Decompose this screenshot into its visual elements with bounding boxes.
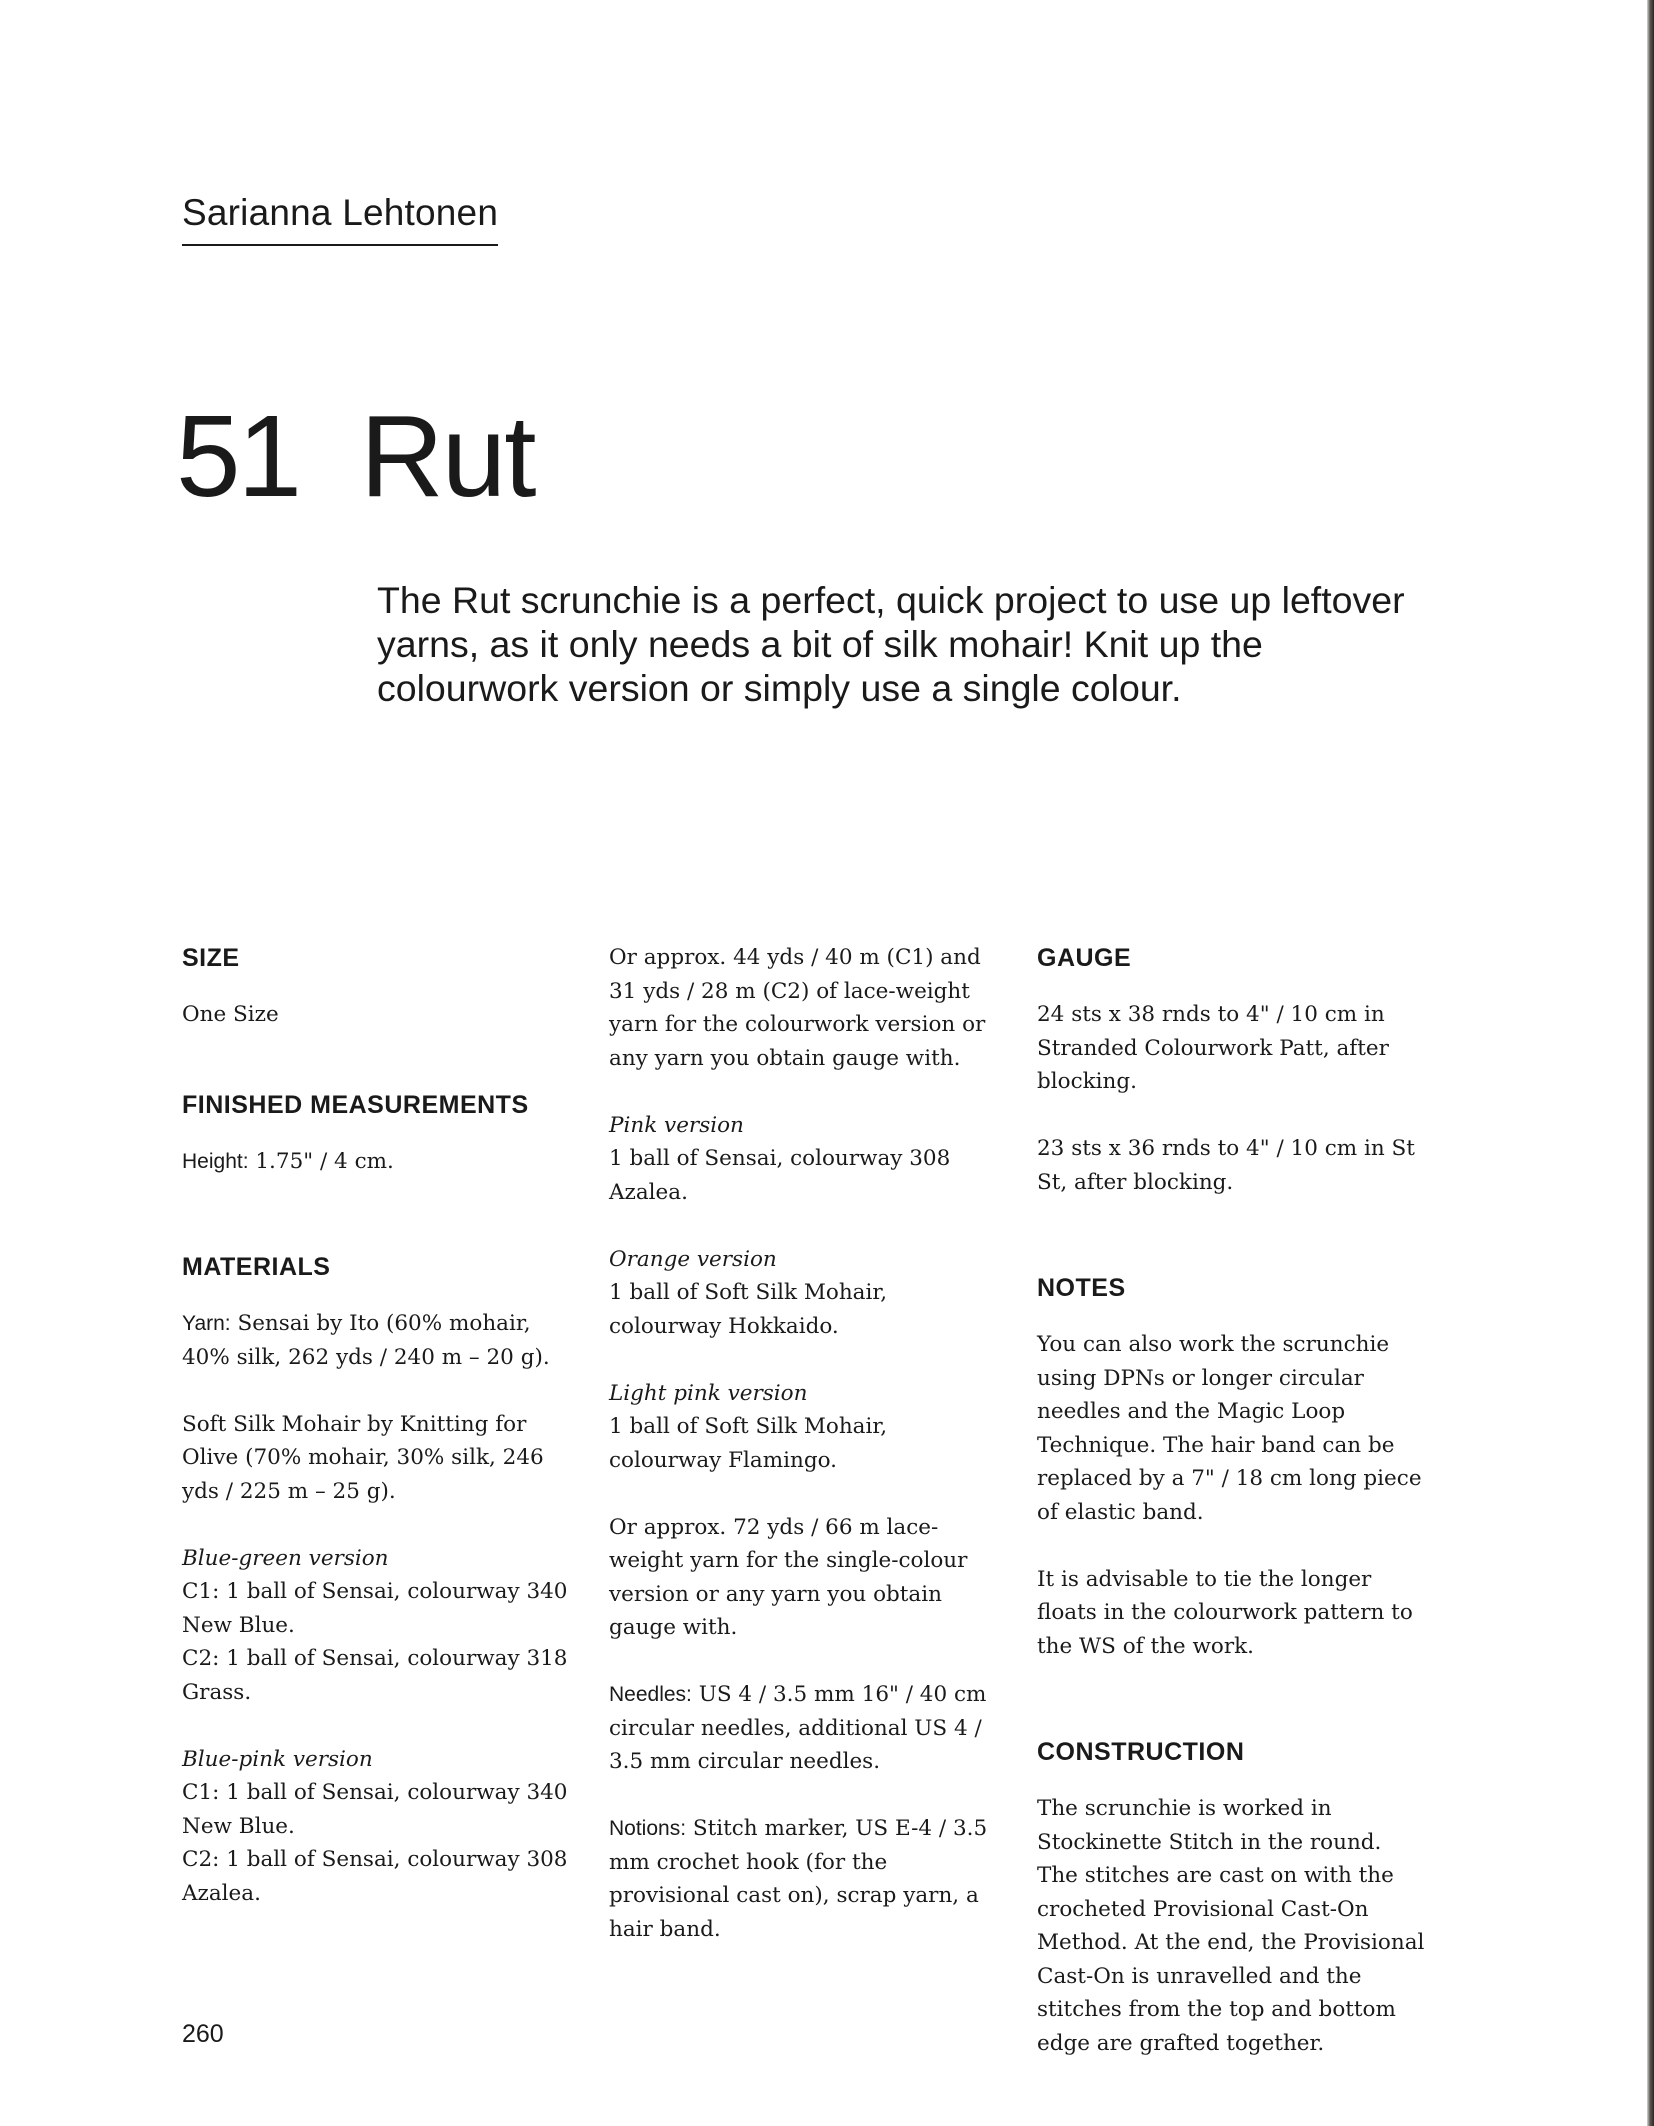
needles-text: US 4 / 3.5 mm 16" / 40 cm circular needles, additional US 4 / 3.5 mm circular needles. [609, 1682, 987, 1774]
finished-measurements-heading: FINISHED MEASUREMENTS [182, 1090, 529, 1119]
size-value: One Size [182, 1002, 279, 1027]
size-heading: SIZE [182, 944, 240, 972]
blue-pink-version-title: Blue-pink version [182, 1746, 373, 1772]
construction-text: The scrunchie is worked in Stockinette Stitch in the round. The stitches are cast on with the crocheted Provisional Cast-On Method. At the end, the Provisional Cast-On is unravelled and the stitches from the top and bottom edge are grafted together. [1037, 1796, 1425, 2056]
light-pink-version-text: 1 ball of Soft Silk Mohair, colourway Flamingo. [609, 1414, 888, 1473]
approx-single-yarn: Or approx. 72 yds / 66 m lace-weight yarn for the single-colour version or any yarn you obtain gauge with. [609, 1514, 968, 1640]
needles-spec [609, 1678, 999, 1779]
yarn-text: Sensai by Ito (60% mohair, 40% silk, 262 yds / 240 m – 20 g). [182, 1311, 550, 1370]
light-pink-version-title: Light pink version [609, 1380, 808, 1406]
author-name: Sarianna Lehtonen [182, 192, 498, 246]
approx-colourwork-yarn: Or approx. 44 yds / 40 m (C1) and 31 yds / 28 m (C2) of lace-weight yarn for the colourwork version or any yarn you obtain gauge with. [609, 945, 986, 1071]
height-label: Height: [182, 1149, 249, 1173]
column-middle [609, 938, 999, 1946]
intro-paragraph: The Rut scrunchie is a perfect, quick project to use up leftover yarns, as it only needs a bit of silk mohair! Knit up the colourwork version or simply use a single colour. [377, 579, 1405, 709]
notes-paragraph-1: You can also work the scrunchie using DPNs or longer circular needles and the Magic Loop Technique. The hair band can be replaced by a 7" / 18 cm long piece of elastic band. [1037, 1332, 1422, 1525]
notes-paragraph-2: It is advisable to tie the longer floats in the colourwork pattern to the WS of the work. [1037, 1566, 1413, 1659]
gauge-st-st: 23 sts x 36 rnds to 4" / 10 cm in St St, after blocking. [1037, 1136, 1415, 1195]
height-value: 1.75" / 4 cm. [248, 1148, 394, 1174]
notes-heading: NOTES [1037, 1274, 1126, 1302]
blue-green-c2: C2: 1 ball of Sensai, colourway 318 Grass. [182, 1646, 568, 1705]
pattern-number: 51 [176, 391, 300, 521]
pattern-title: Rut [360, 391, 535, 521]
notions-label: Notions: [609, 1817, 687, 1840]
needles-label: Needles: [609, 1683, 692, 1706]
page-edge-shadow [1647, 0, 1654, 2126]
construction-heading: CONSTRUCTION [1037, 1738, 1245, 1766]
orange-version-text: 1 ball of Soft Silk Mohair, colourway Hokkaido. [609, 1280, 888, 1339]
orange-version-title: Orange version [609, 1246, 777, 1272]
height-measurement [182, 1145, 572, 1179]
yarn-label: Yarn: [182, 1312, 231, 1335]
gauge-heading: GAUGE [1037, 944, 1132, 972]
blue-green-version-title: Blue-green version [182, 1545, 389, 1571]
blue-pink-c2: C2: 1 ball of Sensai, colourway 308 Azalea. [182, 1847, 568, 1906]
notions-spec [609, 1812, 999, 1946]
yarn2-spec: Soft Silk Mohair by Knitting for Olive (70% mohair, 30% silk, 246 yds / 225 m – 25 g). [182, 1411, 544, 1504]
notions-text: Stitch marker, US E-4 / 3.5 mm crochet hook (for the provisional cast on), scrap yarn, a hair band. [609, 1816, 988, 1942]
pink-version-title: Pink version [609, 1112, 744, 1138]
pink-version-text: 1 ball of Sensai, colourway 308 Azalea. [609, 1146, 951, 1205]
gauge-colourwork: 24 sts x 38 rnds to 4" / 10 cm in Stranded Colourwork Patt, after blocking. [1037, 1002, 1389, 1094]
materials-heading: MATERIALS [182, 1253, 331, 1281]
page-number: 260 [182, 2020, 224, 2048]
column-right [1037, 938, 1427, 2060]
yarn-spec [182, 1307, 572, 1374]
column-left [182, 938, 572, 1910]
blue-green-c1: C1: 1 ball of Sensai, colourway 340 New Blue. [182, 1579, 568, 1638]
blue-pink-c1: C1: 1 ball of Sensai, colourway 340 New Blue. [182, 1780, 568, 1839]
